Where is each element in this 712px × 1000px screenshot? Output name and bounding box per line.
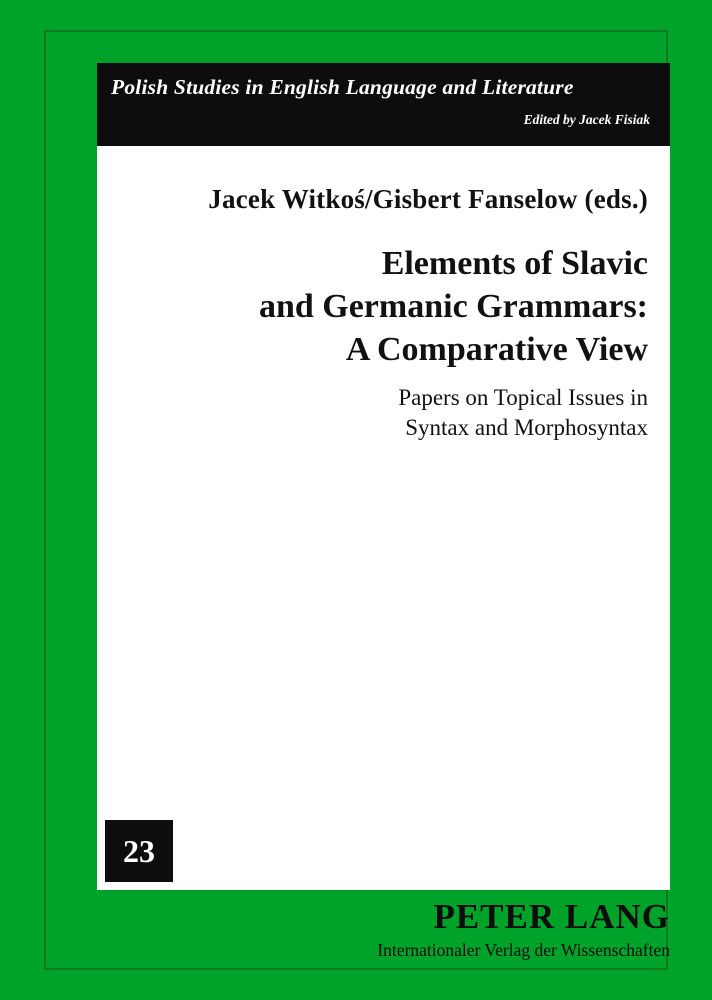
series-title: Polish Studies in English Language and Literature — [111, 75, 574, 99]
title-line-2: and Germanic Grammars: — [258, 288, 648, 325]
series-editor: Edited by Jacek Fisiak — [523, 112, 650, 127]
publisher-name: PETER LANG — [433, 897, 670, 936]
publisher-block — [0, 898, 670, 962]
series-band — [97, 63, 670, 146]
subtitle-line-2: Syntax and Morphosyntax — [405, 415, 648, 440]
subtitle-line-1: Papers on Topical Issues in — [398, 385, 648, 410]
title-line-1: Elements of Slavic — [381, 245, 648, 282]
title-panel — [97, 146, 670, 890]
editors-line: Jacek Witkoś/Gisbert Fanselow (eds.) — [208, 184, 648, 214]
book-title — [127, 242, 648, 371]
title-line-3: A Comparative View — [345, 331, 648, 368]
volume-number-badge: 23 — [105, 820, 173, 882]
book-subtitle — [127, 383, 648, 443]
publisher-subtitle: Internationaler Verlag der Wissenschaften — [377, 940, 670, 960]
